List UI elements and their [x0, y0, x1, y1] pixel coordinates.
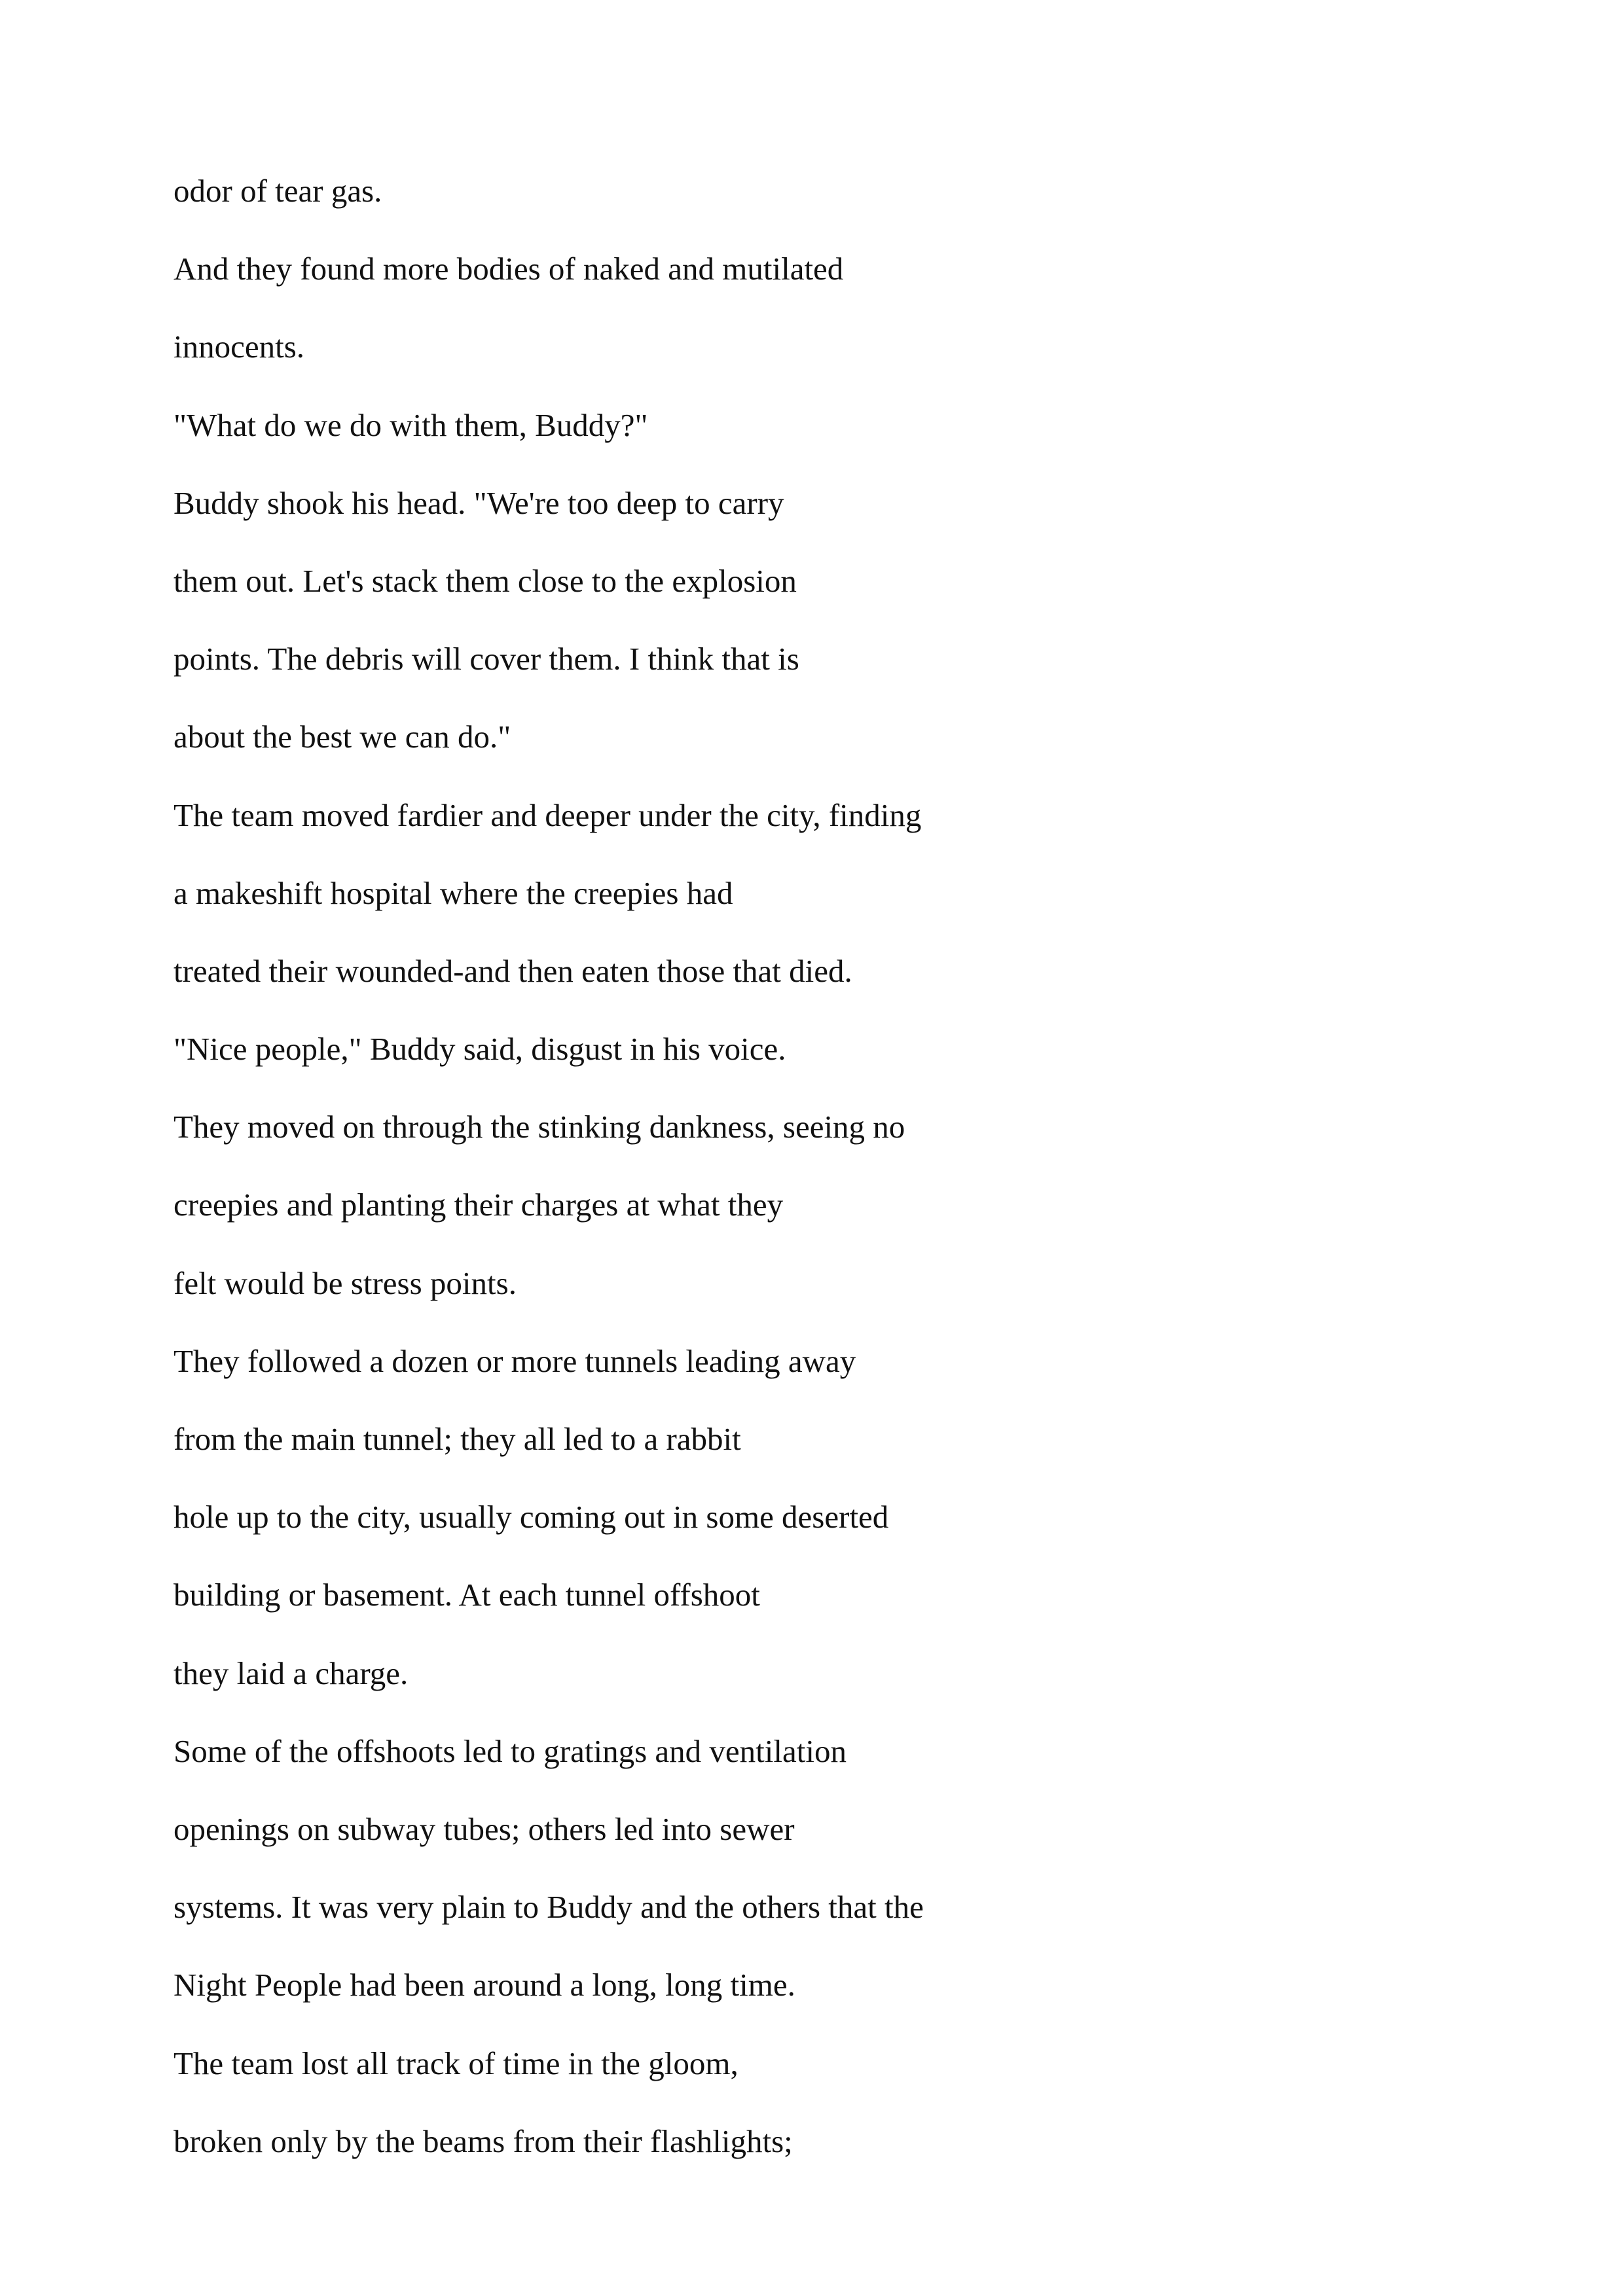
text-line: building or basement. At each tunnel offshoot — [173, 1577, 760, 1613]
text-line: Some of the offshoots led to gratings and ventilation — [173, 1732, 847, 1769]
text-line: them out. Let's stack them close to the explosion — [173, 562, 797, 599]
text-line: The team moved fardier and deeper under the city, finding — [173, 797, 922, 833]
text-line: systems. It was very plain to Buddy and the others that the — [173, 1889, 924, 1926]
text-line: openings on subway tubes; others led into sewer — [173, 1810, 795, 1847]
text-line: The team lost all track of time in the gloom, — [173, 2045, 739, 2081]
text-line: about the best we can do." — [173, 719, 511, 755]
text-line: innocents. — [173, 329, 305, 365]
text-line: They moved on through the stinking dankness, seeing no — [173, 1109, 905, 1145]
text-line: "Nice people," Buddy said, disgust in his voice. — [173, 1031, 786, 1067]
text-line: They followed a dozen or more tunnels leading away — [173, 1342, 856, 1379]
text-line: felt would be stress points. — [173, 1265, 517, 1301]
text-line: they laid a charge. — [173, 1655, 409, 1691]
text-line: points. The debris will cover them. I think that is — [173, 641, 799, 677]
text-line: odor of tear gas. — [173, 173, 382, 209]
text-line: broken only by the beams from their flashlights; — [173, 2123, 793, 2159]
text-line: Night People had been around a long, long time. — [173, 1967, 795, 2003]
text-line: treated their wounded-and then eaten those that died. — [173, 952, 852, 989]
text-line: from the main tunnel; they all led to a rabbit — [173, 1421, 741, 1457]
text-line: "What do we do with them, Buddy?" — [173, 406, 648, 443]
text-line: a makeshift hospital where the creepies had — [173, 874, 733, 911]
body-text — [173, 152, 1483, 2180]
text-line: creepies and planting their charges at what they — [173, 1187, 784, 1223]
text-line: Buddy shook his head. "We're too deep to carry — [173, 484, 784, 521]
text-line: hole up to the city, usually coming out in some deserted — [173, 1499, 889, 1535]
text-line: And they found more bodies of naked and mutilated — [173, 251, 844, 287]
